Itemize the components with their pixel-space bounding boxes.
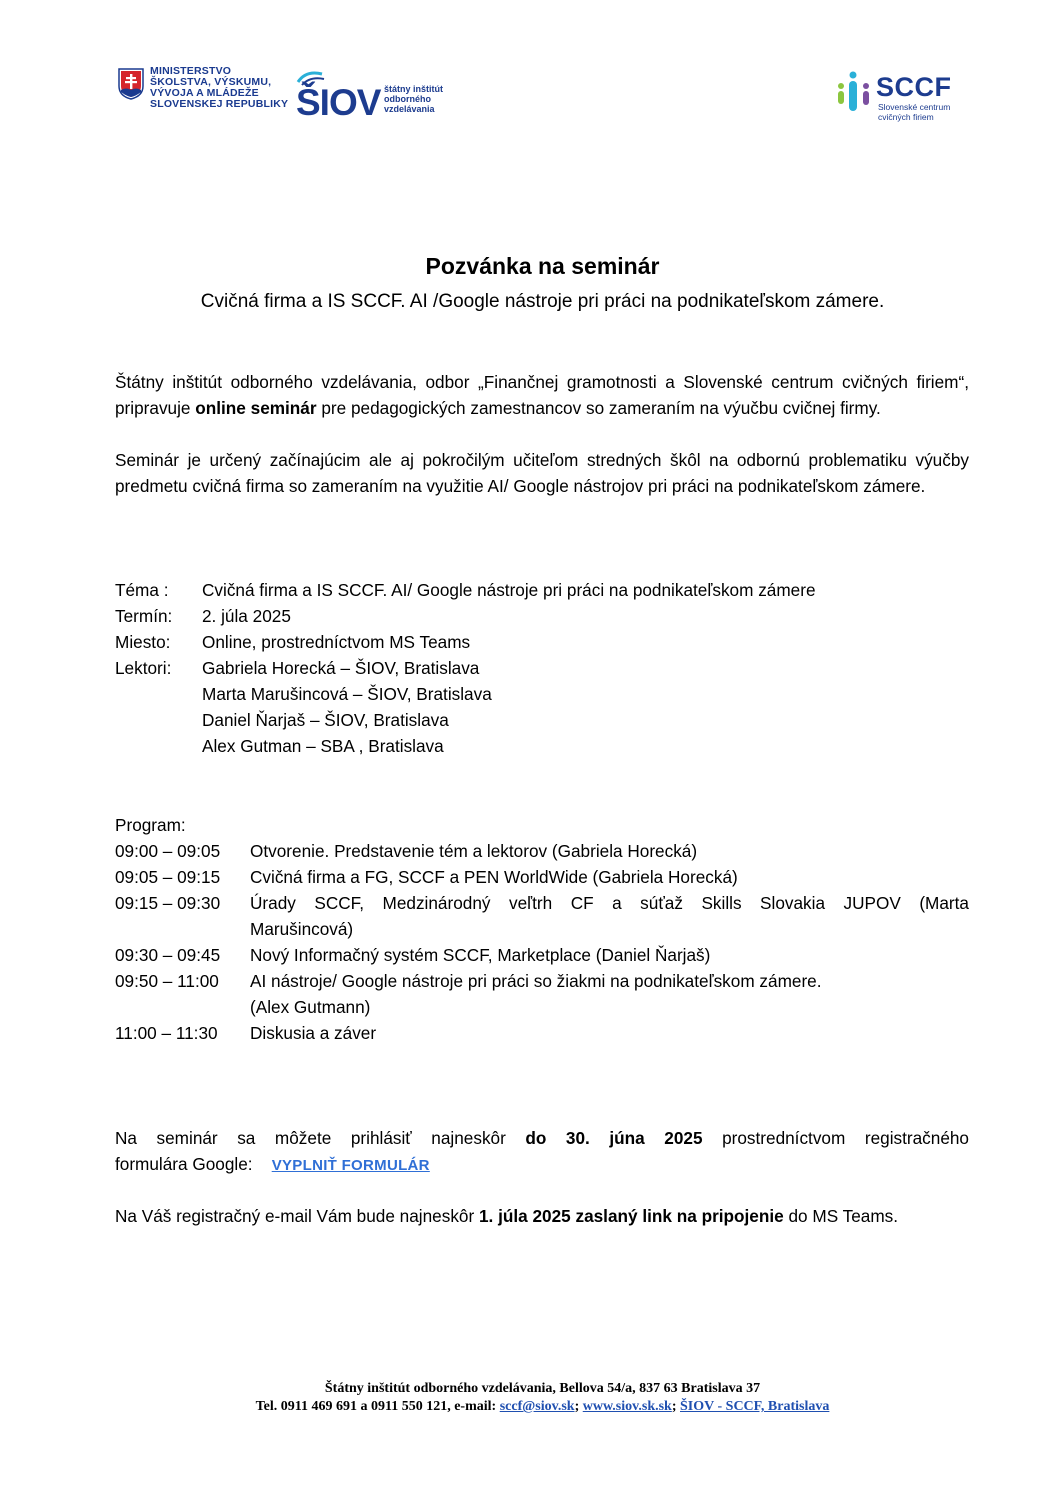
program-time: 09:50 – 11:00: [115, 971, 219, 991]
program-time: 09:00 – 09:05: [115, 841, 221, 861]
sccf-sub-line-1: Slovenské centrum: [878, 102, 951, 112]
program-time: 09:30 – 09:45: [115, 945, 221, 965]
siov-sub-line-3: vzdelávania: [384, 104, 435, 114]
program-item: [115, 942, 710, 968]
siov-sub-line-1: štátny inštitút: [384, 84, 444, 94]
page-title: Pozvánka na seminár: [425, 253, 660, 279]
intro-paragraph-2: Seminár je určený začínajúcim ale aj pokročilým učiteľom stredných škôl na odbornú problematiku výučby predmetu cvičná firma so zameraním na využitie AI/ Google nástrojov pri práci na podnikateľskom zámere.: [115, 450, 969, 496]
ministry-line-2: ŠKOLSTVA, VÝSKUMU,: [150, 76, 272, 88]
detail-lektor-row: [115, 681, 492, 707]
footer-sccf-link[interactable]: ŠIOV - SCCF, Bratislava: [680, 1399, 830, 1414]
program-time: 11:00 – 11:30: [115, 1023, 218, 1043]
intro-paragraph-1: [115, 369, 969, 421]
lektor-3: Daniel Ňarjaš – ŠIOV, Bratislava: [202, 710, 449, 730]
program-text: Otvorenie. Predstavenie tém a lektorov (Gabriela Horecká): [250, 841, 698, 861]
program-item: [115, 890, 969, 916]
sccf-sub-line-2: cvičných firiem: [878, 112, 934, 122]
email-note-text-b: do MS Teams.: [783, 1206, 899, 1226]
siov-sub-line-2: odborného: [384, 94, 431, 104]
registration-text-c: formulára Google:: [115, 1154, 253, 1174]
tema-value: Cvičná firma a IS SCCF. AI/ Google nástroje pri práci na podnikateľskom zámere: [202, 580, 816, 600]
detail-lektor-row: [115, 707, 449, 733]
program-item: [115, 838, 697, 864]
program-text: AI nástroje/ Google nástroje pri práci so žiakmi na podnikateľskom zámere.: [250, 971, 822, 991]
email-note: [115, 1203, 898, 1229]
lektor-4: Alex Gutman – SBA , Bratislava: [202, 736, 444, 756]
ministry-logo: [118, 66, 288, 120]
program-time: 09:05 – 09:15: [115, 867, 221, 887]
page-subtitle: Cvičná firma a IS SCCF. AI /Google nástroje pri práci na podnikateľskom zámere.: [200, 291, 885, 312]
program-item: [115, 968, 822, 994]
program-text: Diskusia a záver: [250, 1023, 377, 1043]
ministry-line-1: MINISTERSTVO: [150, 65, 232, 77]
lektori-label: Lektori:: [115, 658, 172, 678]
program-item-continued: [115, 994, 370, 1020]
footer-web-link[interactable]: www.siov.sk.sk: [582, 1399, 672, 1414]
slovak-coat-of-arms-icon: [118, 68, 144, 100]
intro-p1-text-a: Štátny inštitút odborného vzdelávania, odbor „Finančnej gramotnosti a Slovenské centrum cvičných firiem“, pripravuje: [115, 372, 969, 418]
program-text-2: (Alex Gutmann): [250, 997, 371, 1017]
lektor-2: Marta Marušincová – ŠIOV, Bratislava: [202, 684, 492, 704]
intro-p1-bold: online seminár: [195, 398, 317, 418]
ministry-line-4: SLOVENSKEJ REPUBLIKY: [150, 98, 289, 110]
termin-value: 2. júla 2025: [202, 606, 291, 626]
footer-address: Štátny inštitút odborného vzdelávania, Bellova 54/a, 837 63 Bratislava 37: [324, 1381, 761, 1396]
detail-lektor-row: [115, 733, 444, 759]
registration-line-1: [115, 1125, 969, 1151]
tema-label: Téma :: [115, 580, 169, 600]
siov-wordmark: ŠIOV: [296, 82, 381, 123]
ministry-line-3: VÝVOJA A MLÁDEŽE: [150, 87, 259, 99]
termin-label: Termín:: [115, 606, 173, 626]
sccf-people-icon: [834, 70, 876, 116]
program-item: [115, 1020, 376, 1046]
footer-contacts: [0, 1398, 1058, 1416]
program-text: Nový Informačný systém SCCF, Marketplace (Daniel Ňarjaš): [250, 945, 711, 965]
program-label: Program:: [115, 815, 186, 835]
registration-text-a: Na seminár sa môžete prihlásiť najneskôr: [115, 1128, 526, 1148]
footer-phone: Tel. 0911 469 691 a 0911 550 121, e-mail:: [255, 1399, 500, 1414]
email-note-text-a: Na Váš registračný e-mail Vám bude najneskôr: [115, 1206, 479, 1226]
registration-deadline: do 30. júna 2025: [525, 1128, 703, 1148]
email-note-bold: 1. júla 2025 zaslaný link na pripojenie: [478, 1206, 784, 1226]
detail-tema: [115, 577, 816, 603]
detail-termin: [115, 603, 291, 629]
footer-separator: ;: [574, 1399, 583, 1414]
program-time: 09:15 – 09:30: [115, 893, 221, 913]
fill-form-link[interactable]: VYPLNIŤ FORMULÁR: [271, 1157, 430, 1174]
miesto-label: Miesto:: [115, 632, 171, 652]
program-item-continued: [115, 916, 353, 942]
lektor-1: Gabriela Horecká – ŠIOV, Bratislava: [202, 658, 480, 678]
program-text-2: Marušincová): [250, 919, 354, 939]
sccf-logo: [834, 70, 974, 120]
footer-email-link[interactable]: sccf@siov.sk: [499, 1399, 575, 1414]
program-item: [115, 864, 738, 890]
program-text: Úrady SCCF, Medzinárodný veľtrh CF a súťaž Skills Slovakia JUPOV (Marta: [250, 893, 969, 913]
footer-separator: ;: [671, 1399, 681, 1414]
sccf-wordmark: SCCF: [876, 72, 952, 102]
miesto-value: Online, prostredníctvom MS Teams: [202, 632, 471, 652]
intro-p1-text-b: pre pedagogických zamestnancov so zameraním na výučbu cvičnej firmy.: [316, 398, 881, 418]
program-text: Cvičná firma a FG, SCCF a PEN WorldWide (Gabriela Horecká): [250, 867, 738, 887]
registration-line-2: [115, 1151, 430, 1179]
registration-text-b: prostredníctvom registračného: [702, 1128, 969, 1148]
detail-lektori: [115, 655, 479, 681]
siov-logo: [294, 68, 454, 122]
detail-miesto: [115, 629, 470, 655]
